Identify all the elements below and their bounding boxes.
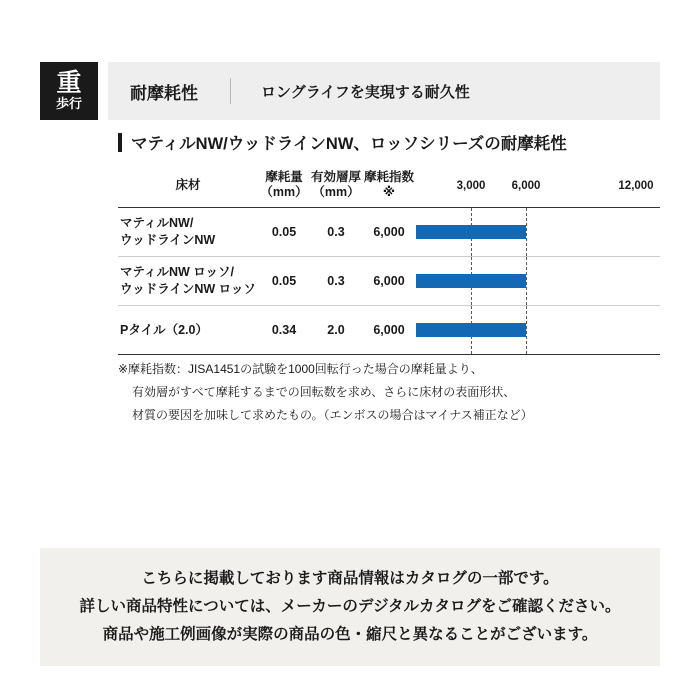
column-header-effective-layer: [310, 163, 362, 208]
gauge-tick-3000: 3,000: [456, 180, 486, 192]
section-title: [118, 130, 567, 154]
footnote-line-2: 有効層がすべて摩耗するまでの回転数を求め、さらに床材の表面形状、: [132, 385, 516, 399]
wear-resistance-table: [118, 163, 660, 355]
row-material-name-line1: Pタイル（2.0）: [120, 322, 208, 337]
column-header-effective-layer-line2: （mm）: [312, 185, 360, 199]
row-gauge: [416, 208, 660, 257]
row-material-name-line1: マティルNW ロッソ/: [120, 265, 235, 279]
gauge-gridline-6000: [526, 306, 527, 354]
row-gauge: [416, 306, 660, 355]
notice-line-3: 商品や施工例画像が実際の商品の色・縮尺と異なることがございます。: [102, 626, 598, 643]
gauge-tick-12000: 12,000: [618, 180, 654, 192]
notice-line-2: 詳しい商品特性については、メーカーのデジタルカタログをご確認ください。: [79, 598, 621, 615]
gauge-scale: [416, 163, 660, 207]
row-material-name-line2: ウッドラインNW ロッソ: [120, 282, 256, 296]
column-header-effective-layer-line1: 有効層厚: [310, 170, 361, 184]
row-wear-amount: 0.05: [258, 208, 310, 257]
gauge-bar: [416, 323, 526, 337]
footnote-line-1: ※摩耗指数：JISA1451の試験を1000回転行った場合の摩耗量より、: [118, 362, 483, 376]
notice-line-1: こちらに掲載しております商品情報はカタログの一部です。: [141, 570, 559, 587]
row-effective-layer: 0.3: [310, 257, 362, 306]
column-header-wear-amount-line1: 摩耗量: [265, 170, 303, 184]
header-title: 耐摩耗性: [130, 83, 198, 103]
table-row: [118, 306, 660, 355]
gauge-bar: [416, 225, 526, 239]
badge-line2: 歩行: [55, 96, 82, 111]
badge-line1: 重: [56, 69, 82, 97]
table-row: [118, 208, 660, 257]
row-wear-index: 6,000: [362, 257, 416, 306]
header-bar: [108, 62, 660, 120]
row-effective-layer: 2.0: [310, 306, 362, 355]
gauge-gridline-6000: [526, 257, 527, 305]
header-divider: [230, 78, 231, 104]
column-header-material: 床材: [118, 163, 258, 208]
catalog-notice: [40, 548, 660, 666]
column-header-wear-amount-line2: （mm）: [260, 185, 308, 199]
footnote-line-3: 材質の要因を加味して求めたもの。（エンボスの場合はマイナス補正など）: [132, 408, 533, 422]
column-header-wear-index: [362, 163, 416, 208]
column-header-wear-amount: [258, 163, 310, 208]
row-material-name-line1: マティルNW/: [120, 216, 194, 230]
section-title-text: マティルNW/ウッドラインNW、ロッソシリーズの耐摩耗性: [131, 135, 567, 153]
row-wear-amount: 0.05: [258, 257, 310, 306]
row-material-name: [118, 306, 258, 355]
row-material-name: [118, 208, 258, 257]
page-header: [40, 62, 660, 120]
row-wear-amount: 0.34: [258, 306, 310, 355]
column-header-gauge: [416, 163, 660, 208]
header-subtitle: ロングライフを実現する耐久性: [261, 83, 470, 101]
heavy-traffic-badge: [40, 62, 98, 120]
row-material-name-line2: ウッドラインNW: [120, 233, 216, 247]
gauge-track: [416, 257, 660, 305]
column-header-wear-index-line2: ※: [382, 185, 396, 199]
table-row: [118, 257, 660, 306]
column-header-wear-index-line1: 摩耗指数: [363, 170, 414, 184]
table-header-row: [118, 163, 660, 208]
row-material-name: [118, 257, 258, 306]
gauge-gridline-6000: [526, 208, 527, 256]
row-effective-layer: 0.3: [310, 208, 362, 257]
gauge-track: [416, 208, 660, 256]
row-gauge: [416, 257, 660, 306]
footnote: [118, 358, 678, 427]
row-wear-index: 6,000: [362, 306, 416, 355]
gauge-track: [416, 306, 660, 354]
gauge-bar: [416, 274, 526, 288]
row-wear-index: 6,000: [362, 208, 416, 257]
gauge-tick-6000: 6,000: [511, 180, 541, 192]
section-title-rule: [118, 133, 122, 152]
